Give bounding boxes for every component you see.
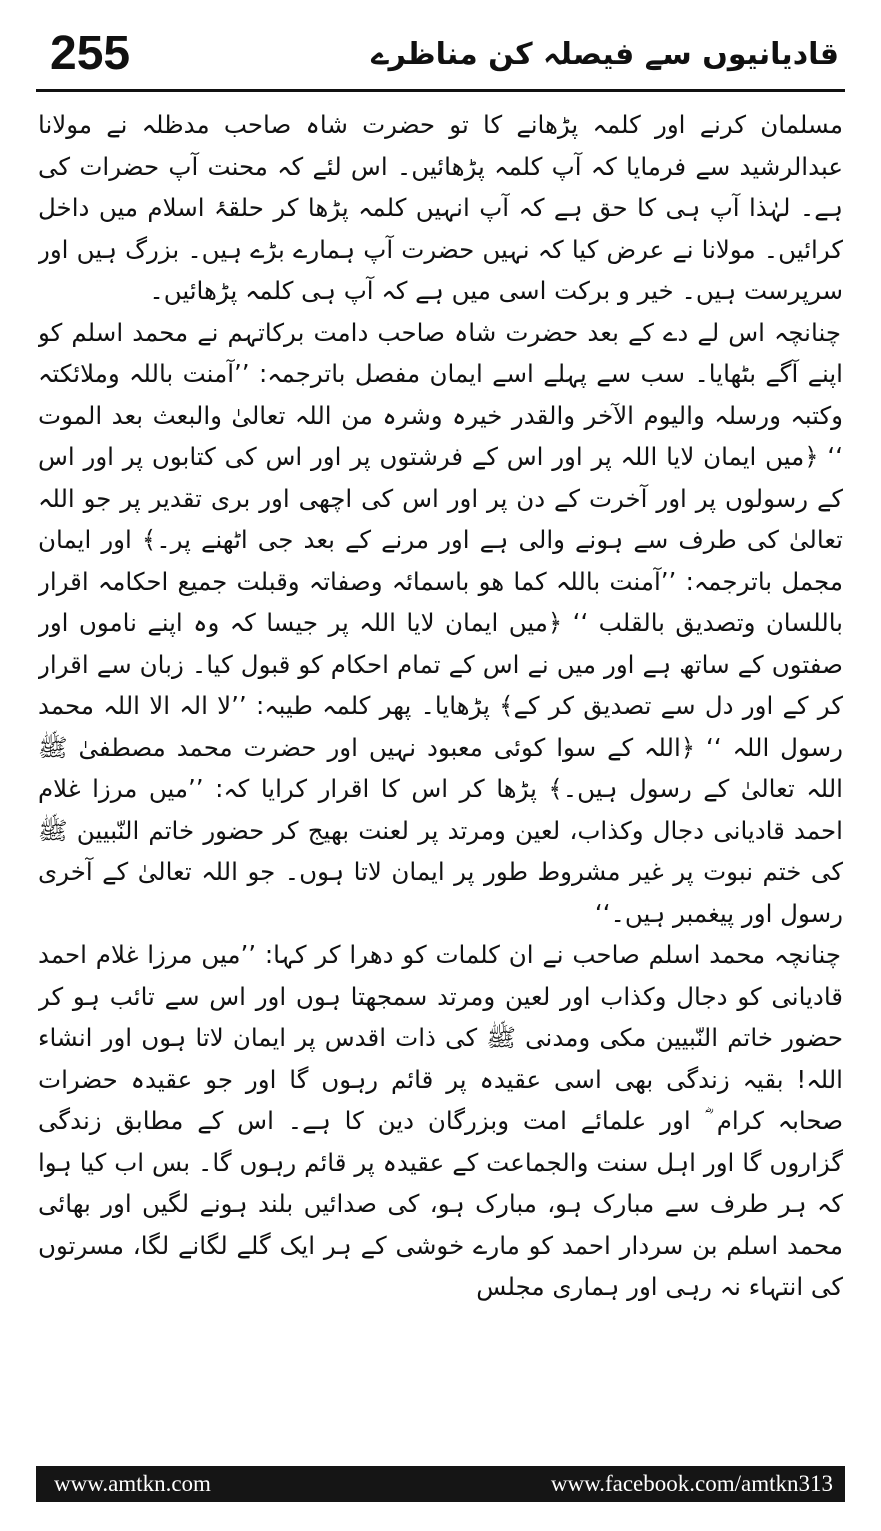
footer-facebook-link[interactable]: www.facebook.com/amtkn313 [550,1471,833,1496]
header-divider [36,89,845,92]
footer-website-link[interactable]: www.amtkn.com [54,1471,211,1496]
page-number: 255 [50,27,131,80]
paragraph-3: چنانچہ محمد اسلم صاحب نے ان کلمات کو دھرا کر کہا: ’’میں مرزا غلام احمد قادیانی کو دجال وکذاب اور لعین ومرتد سمجھتا ہوں اور اس سے تائب ہو کر حضور خاتم النّبیین مکی ومدنی ﷺ کی ذات اقدس پر ایمان لاتا ہوں اور انشاء اللہ! بقیہ زندگی بھی اسی عقیدہ پر قائم رہوں گا اور جو عقیدہ حضرات صحابہ کرام ؓ اور علمائے امت وبزرگان دین کا ہے۔ اس کے مطابق زندگی گزاروں گا اور اہل سنت والجماعت کے عقیدہ پر قائم رہوں گا۔ بس اب کیا ہوا کہ ہر طرف سے مبارک ہو، مبارک ہو، کی صدائیں بلند ہونے لگیں اور بھائی محمد اسلم بن سردار احمد کو مارے خوشی کے ہر ایک گلے لگانے لگا، مسرتوں کی انتہاء نہ رہی اور ہماری مجلس [38,940,843,1301]
paragraph-2: چنانچہ اس لے دے کے بعد حضرت شاہ صاحب دامت برکاتہم نے محمد اسلم کو اپنے آگے بٹھایا۔ سب سے پہلے اسے ایمان مفصل باترجمہ: ’’آمنت باللہ وملائکتہ وکتبہ ورسلہ والیوم الآخر والقدر خیرہ وشرہ من اللہ تعالیٰ والبعث بعد الموت ‘‘ ﴿میں ایمان لایا اللہ پر اور اس کے فرشتوں پر اور اس کی کتابوں پر اور اس کے رسولوں پر اور آخرت کے دن پر اور اس کی اچھی اور بری تقدیر پر جو اللہ تعالیٰ کی طرف سے ہونے والی ہے اور مرنے کے بعد جی اٹھنے پر۔﴾ اور ایمان مجمل باترجمہ: ’’آمنت باللہ کما ھو باسمائہ وصفاتہ وقبلت جمیع احکامہ اقرار باللسان وتصدیق بالقلب ‘‘ ﴿میں ایمان لایا اللہ پر جیسا کہ وہ اپنے ناموں اور صفتوں کے ساتھ ہے اور میں نے اس کے تمام احکام کو قبول کیا۔ زبان سے اقرار کر کے اور دل سے تصدیق کر کے﴾ پڑھایا۔ پھر کلمہ طیبہ: ’’لا الہ الا اللہ محمد رسول اللہ ‘‘ ﴿اللہ کے سوا کوئی معبود نہیں اور حضرت محمد مصطفیٰ ﷺ اللہ تعالیٰ کے رسول ہیں۔﴾ پڑھا کر اس کا اقرار کرایا کہ: ’’میں مرزا غلام احمد قادیانی دجال وکذاب، لعین ومرتد پر لعنت بھیج کر حضور خاتم النّبیین ﷺ کی ختم نبوت پر غیر مشروط طور پر ایمان لاتا ہوں۔ جو اللہ تعالیٰ کے آخری رسول اور پیغمبر ہیں۔‘‘ [38,317,843,928]
page-header [36,22,845,92]
book-title: قادیانیوں سے فیصلہ کن مناظرے [371,37,839,72]
paragraph-1: مسلمان کرنے اور کلمہ پڑھانے کا تو حضرت شاہ صاحب مدظلہ نے مولانا عبدالرشید سے فرمایا کہ آپ کلمہ پڑھائیں۔ اس لئے کہ محنت آپ حضرات کی ہے۔ لہٰذا آپ ہی کا حق ہے کہ آپ انہیں کلمہ پڑھا کر حلقۂ اسلام میں داخل کرائیں۔ مولانا نے عرض کیا کہ نہیں حضرت آپ ہمارے بڑے ہیں۔ بزرگ ہیں اور سرپرست ہیں۔ خیر و برکت اسی میں ہے کہ آپ ہی کلمہ پڑھائیں۔ [38,110,843,305]
footer-bar [36,1466,845,1502]
page-body [38,104,843,1444]
